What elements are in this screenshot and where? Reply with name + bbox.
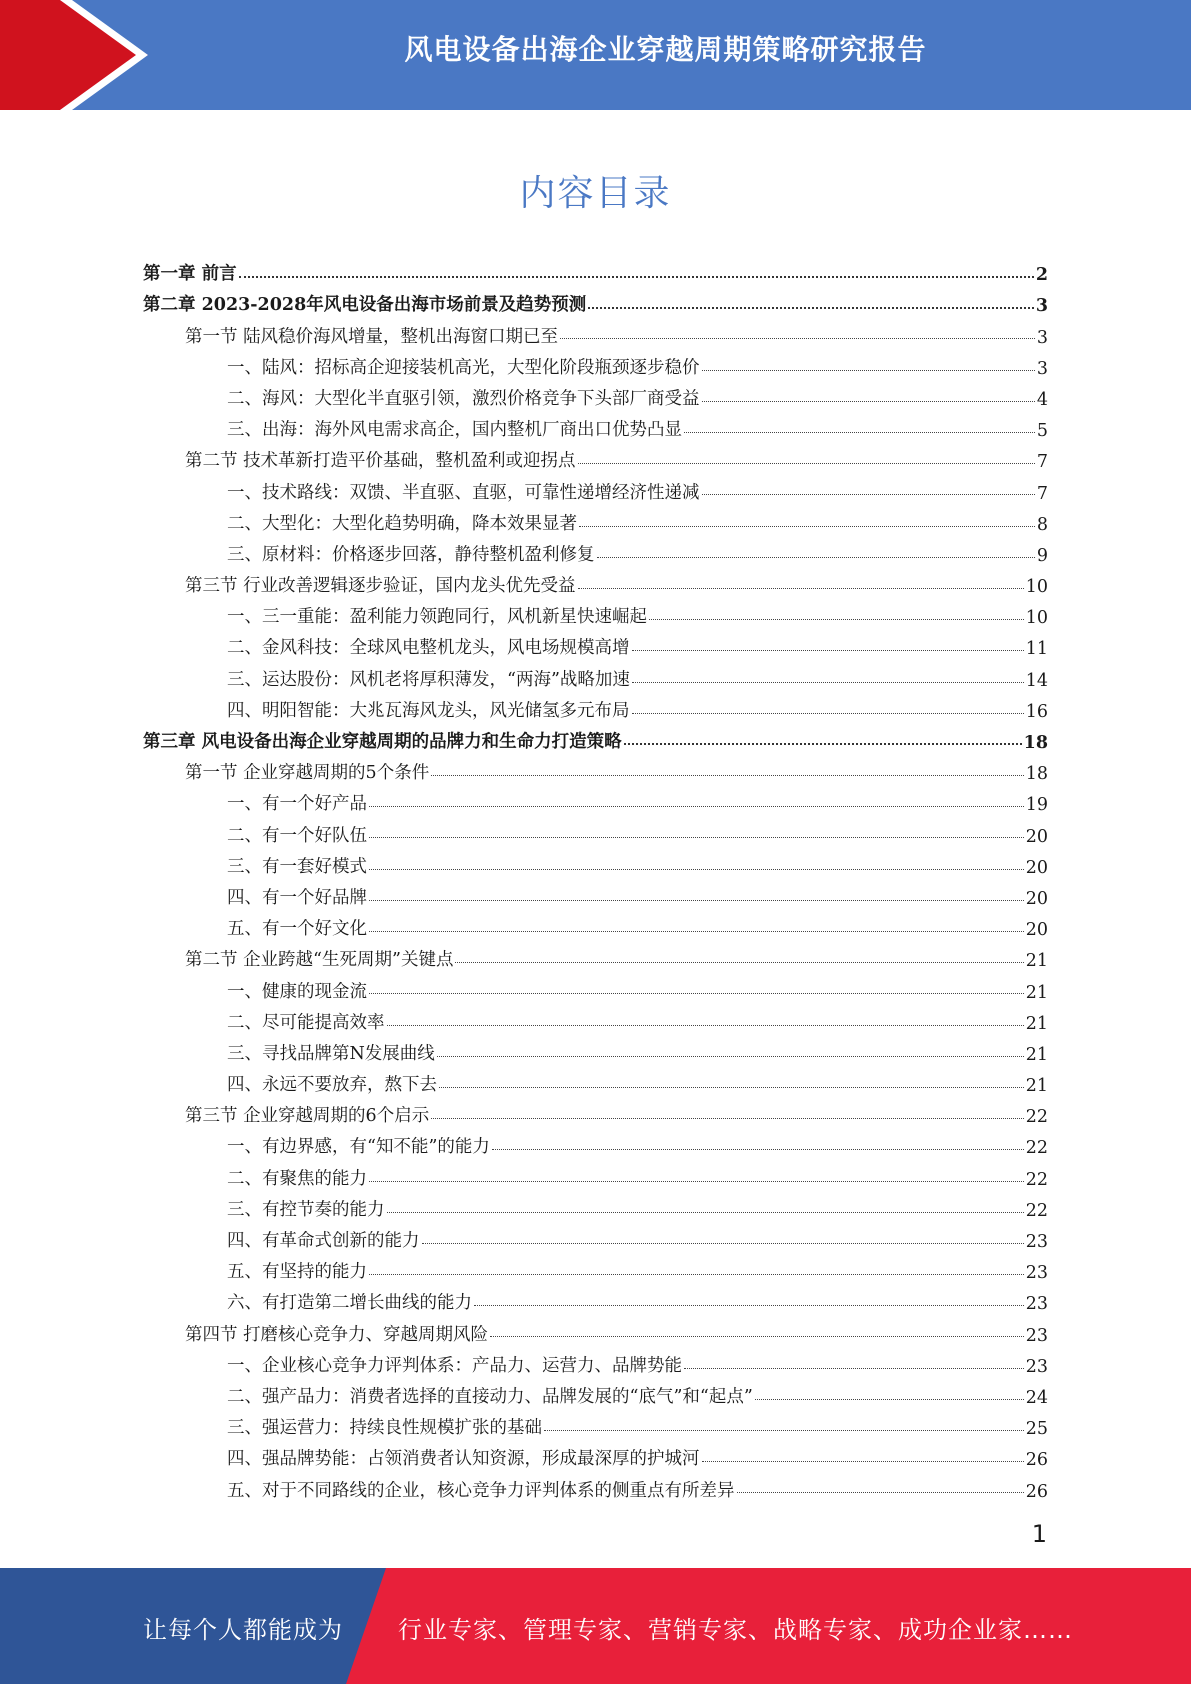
toc-entry[interactable] [143, 1377, 1048, 1408]
toc-entry-label: 三、有控节奏的能力 [227, 1199, 385, 1220]
toc-entry[interactable] [143, 971, 1048, 1002]
toc-entry-label: 四、强品牌势能：占领消费者认知资源，形成最深厚的护城河 [227, 1449, 700, 1470]
toc-entry[interactable] [143, 441, 1048, 472]
toc-entry-label: 二、尽可能提高效率 [227, 1012, 385, 1033]
toc-entry-label: 第三节 行业改善逻辑逐步验证，国内龙头优先受益 [185, 576, 576, 597]
toc-entry-label: 一、三一重能：盈利能力领跑同行，风机新星快速崛起 [227, 607, 647, 628]
toc-dot-leader [702, 1461, 1024, 1462]
toc-entry[interactable] [143, 1003, 1048, 1034]
toc-entry-page: 21 [1025, 982, 1048, 1003]
toc-entry[interactable] [143, 1221, 1048, 1252]
page-number: 1 [1031, 1520, 1047, 1548]
toc-entry[interactable] [143, 410, 1048, 441]
toc-entry-page: 21 [1025, 1076, 1048, 1097]
toc-entry[interactable] [143, 753, 1048, 784]
footer-slogan-left: 让每个人都能成为 [143, 1616, 343, 1644]
toc-entry-label: 第一章 前言 [143, 264, 237, 285]
toc-entry-label: 第一节 企业穿越周期的5个条件 [185, 763, 430, 784]
toc-entry-label: 第二节 技术革新打造平价基础，整机盈利或迎拐点 [185, 451, 576, 472]
toc-dot-leader [578, 463, 1035, 464]
toc-entry-page: 22 [1025, 1138, 1048, 1159]
toc-dot-leader [439, 1087, 1024, 1088]
toc-dot-leader [369, 931, 1024, 932]
toc-entry[interactable] [143, 1034, 1048, 1065]
toc-dot-leader [239, 276, 1034, 278]
toc-entry[interactable] [143, 847, 1048, 878]
toc-entry-label: 一、健康的现金流 [227, 981, 367, 1002]
toc-dot-leader [387, 1025, 1024, 1026]
toc-dot-leader [492, 1149, 1024, 1150]
toc-entry-page: 16 [1025, 701, 1048, 722]
toc-entry-page: 24 [1025, 1387, 1048, 1408]
toc-entry[interactable] [143, 379, 1048, 410]
toc-entry[interactable] [143, 659, 1048, 690]
toc-entry[interactable] [143, 254, 1048, 285]
toc-dot-leader [632, 713, 1024, 714]
toc-entry-label: 一、技术路线：双馈、半直驱、直驱，可靠性递增经济性递减 [227, 482, 700, 503]
toc-entry-label: 六、有打造第二增长曲线的能力 [227, 1293, 472, 1314]
toc-entry-page: 25 [1025, 1419, 1048, 1440]
toc-dot-leader [431, 775, 1024, 776]
toc-entry-label: 第一节 陆风稳价海风增量，整机出海窗口期已至 [185, 326, 559, 347]
toc-entry-label: 三、有一套好模式 [227, 856, 367, 877]
toc-entry-page: 21 [1025, 1013, 1048, 1034]
footer-band [0, 1568, 1191, 1684]
toc-entry-page: 23 [1025, 1294, 1048, 1315]
toc-entry[interactable] [143, 909, 1048, 940]
toc-entry-label: 第三节 企业穿越周期的6个启示 [185, 1106, 430, 1127]
toc-entry-page: 21 [1025, 951, 1048, 972]
toc-entry[interactable] [143, 1439, 1048, 1470]
toc-entry-label: 五、有一个好文化 [227, 919, 367, 940]
toc-entry[interactable] [143, 597, 1048, 628]
toc-dot-leader [597, 557, 1035, 558]
toc-entry[interactable] [143, 815, 1048, 846]
toc-entry[interactable] [143, 1408, 1048, 1439]
toc-entry[interactable] [143, 504, 1048, 535]
toc-entry-page: 19 [1025, 795, 1048, 816]
toc-entry-page: 22 [1025, 1200, 1048, 1221]
toc-entry-label: 一、有边界感，有“知不能”的能力 [227, 1137, 490, 1158]
toc-entry-page: 3 [1036, 358, 1048, 379]
toc-entry[interactable] [143, 1096, 1048, 1127]
toc-entry[interactable] [143, 472, 1048, 503]
toc-entry-label: 三、运达股份：风机老将厚积薄发，“两海”战略加速 [227, 669, 630, 690]
toc-heading: 内容目录 [519, 173, 672, 214]
toc-entry[interactable] [143, 691, 1048, 722]
toc-dot-leader [369, 806, 1024, 807]
toc-entry-page: 10 [1025, 577, 1048, 598]
toc-entry-label: 三、出海：海外风电需求高企，国内整机厂商出口优势凸显 [227, 420, 682, 441]
toc-entry-page: 20 [1025, 857, 1048, 878]
toc-entry-label: 二、有一个好队伍 [227, 825, 367, 846]
toc-entry-label: 三、寻找品牌第N发展曲线 [227, 1043, 435, 1064]
toc-entry-page: 9 [1036, 545, 1048, 566]
toc-entry[interactable] [143, 1252, 1048, 1283]
toc-entry-label: 二、海风：大型化半直驱引领，激烈价格竞争下头部厂商受益 [227, 388, 700, 409]
toc-entry-page: 14 [1025, 670, 1048, 691]
toc-dot-leader [544, 1430, 1024, 1431]
toc-entry-page: 23 [1025, 1356, 1048, 1377]
toc-dot-leader [702, 370, 1035, 371]
toc-entry-label: 五、有坚持的能力 [227, 1262, 367, 1283]
toc-entry-page: 22 [1025, 1169, 1048, 1190]
toc-dot-leader [431, 1118, 1024, 1119]
toc-entry-label: 五、对于不同路线的企业，核心竞争力评判体系的侧重点有所差异 [227, 1480, 735, 1501]
toc-entry-page: 4 [1036, 389, 1048, 410]
toc-dot-leader [369, 837, 1024, 838]
toc-entry-label: 第三章 风电设备出海企业穿越周期的品牌力和生命力打造策略 [143, 732, 622, 752]
toc-entry-page: 23 [1025, 1232, 1048, 1252]
toc-dot-leader [437, 1056, 1024, 1057]
toc-entry-label: 四、永远不要放弃，熬下去 [227, 1075, 437, 1096]
toc-dot-leader [755, 1399, 1024, 1400]
toc-entry[interactable] [143, 784, 1048, 815]
toc-dot-leader [588, 307, 1034, 309]
header-band [0, 0, 1191, 110]
toc-entry[interactable] [143, 1346, 1048, 1377]
toc-entry-page: 7 [1036, 483, 1048, 504]
toc-dot-leader [369, 993, 1024, 994]
toc-entry[interactable] [143, 878, 1048, 909]
toc-entry-label: 四、有一个好品牌 [227, 887, 367, 908]
toc-entry-label: 二、强产品力：消费者选择的直接动力、品牌发展的“底气”和“起点” [227, 1386, 753, 1407]
toc-dot-leader [387, 1212, 1024, 1213]
toc-entry-label: 二、大型化：大型化趋势明确，降本效果显著 [227, 513, 577, 534]
toc-entry-page: 3 [1036, 327, 1048, 348]
toc-entry-label: 四、有革命式创新的能力 [227, 1231, 420, 1251]
toc-entry-label: 二、金风科技：全球风电整机龙头，风电场规模高增 [227, 638, 630, 659]
toc-entry-page: 2 [1035, 265, 1048, 286]
toc-dot-leader [578, 588, 1024, 589]
toc-dot-leader [490, 1336, 1024, 1337]
toc-entry-page: 18 [1023, 733, 1048, 753]
report-title: 风电设备出海企业穿越周期策略研究报告 [404, 33, 927, 66]
toc-entry-page: 3 [1035, 296, 1048, 317]
toc-dot-leader [369, 869, 1024, 870]
toc-entry[interactable] [143, 940, 1048, 971]
toc-entry-page: 5 [1036, 421, 1048, 442]
toc-entry-label: 第二章 2023-2028年风电设备出海市场前景及趋势预测 [143, 295, 587, 316]
toc-entry[interactable] [143, 348, 1048, 379]
toc-entry-label: 三、强运营力：持续良性规模扩张的基础 [227, 1418, 542, 1439]
toc-entry[interactable] [143, 722, 1048, 753]
toc-entry[interactable] [143, 1127, 1048, 1158]
toc-entry[interactable] [143, 1314, 1048, 1345]
toc-entry[interactable] [143, 1158, 1048, 1189]
toc-entry-label: 三、原材料：价格逐步回落，静待整机盈利修复 [227, 544, 595, 565]
toc-entry[interactable] [143, 566, 1048, 597]
toc-entry-label: 第四节 打磨核心竞争力、穿越周期风险 [185, 1324, 489, 1345]
toc-dot-leader [684, 1368, 1024, 1369]
toc-dot-leader [369, 1181, 1024, 1182]
toc-dot-leader [455, 962, 1023, 963]
toc-dot-leader [702, 494, 1035, 495]
toc-entry-page: 23 [1025, 1263, 1048, 1284]
toc-dot-leader [624, 743, 1022, 745]
toc-dot-leader [702, 401, 1035, 402]
toc-entry-page: 8 [1036, 514, 1048, 535]
toc-entry-page: 22 [1025, 1107, 1048, 1128]
toc-entry-page: 20 [1025, 826, 1048, 847]
toc-dot-leader [579, 526, 1035, 527]
toc-dot-leader [684, 432, 1035, 433]
toc-dot-leader [632, 650, 1024, 651]
toc-entry-label: 一、企业核心竞争力评判体系：产品力、运营力、品牌势能 [227, 1355, 682, 1376]
toc-dot-leader [632, 682, 1024, 683]
toc-dot-leader [369, 900, 1024, 901]
toc-entry[interactable] [143, 535, 1048, 566]
toc-entry-page: 26 [1025, 1450, 1048, 1471]
toc-entry-page: 21 [1025, 1044, 1048, 1065]
toc-dot-leader [737, 1492, 1024, 1493]
toc-dot-leader [369, 1274, 1024, 1275]
toc-entry[interactable] [143, 285, 1048, 316]
toc-entry-page: 26 [1025, 1481, 1048, 1502]
toc-entry-page: 20 [1025, 888, 1048, 909]
toc-entry-page: 11 [1025, 639, 1048, 660]
toc-dot-leader [474, 1305, 1024, 1306]
toc-dot-leader [422, 1243, 1024, 1244]
toc-entry-label: 四、明阳智能：大兆瓦海风龙头，风光储氢多元布局 [227, 700, 630, 721]
toc-entry-page: 7 [1036, 452, 1048, 473]
toc-dot-leader [560, 338, 1035, 339]
toc-entry[interactable] [143, 1470, 1048, 1501]
toc-entry-label: 二、有聚焦的能力 [227, 1168, 367, 1189]
toc-entry[interactable] [143, 316, 1048, 347]
toc-entry-page: 18 [1025, 764, 1048, 785]
table-of-contents [143, 254, 1048, 1502]
toc-entry[interactable] [143, 628, 1048, 659]
toc-entry-label: 第二节 企业跨越“生死周期”关键点 [185, 950, 454, 971]
footer-slogan-right: 行业专家、管理专家、营销专家、战略专家、成功企业家…… [398, 1616, 1073, 1644]
toc-entry-page: 20 [1025, 920, 1048, 941]
toc-entry[interactable] [143, 1065, 1048, 1096]
toc-entry[interactable] [143, 1190, 1048, 1221]
toc-entry-page: 10 [1025, 608, 1048, 629]
toc-entry[interactable] [143, 1283, 1048, 1314]
toc-entry-label: 一、陆风：招标高企迎接装机高光，大型化阶段瓶颈逐步稳价 [227, 357, 700, 378]
toc-dot-leader [649, 619, 1024, 620]
toc-entry-label: 一、有一个好产品 [227, 794, 367, 815]
toc-entry-page: 23 [1025, 1325, 1048, 1346]
